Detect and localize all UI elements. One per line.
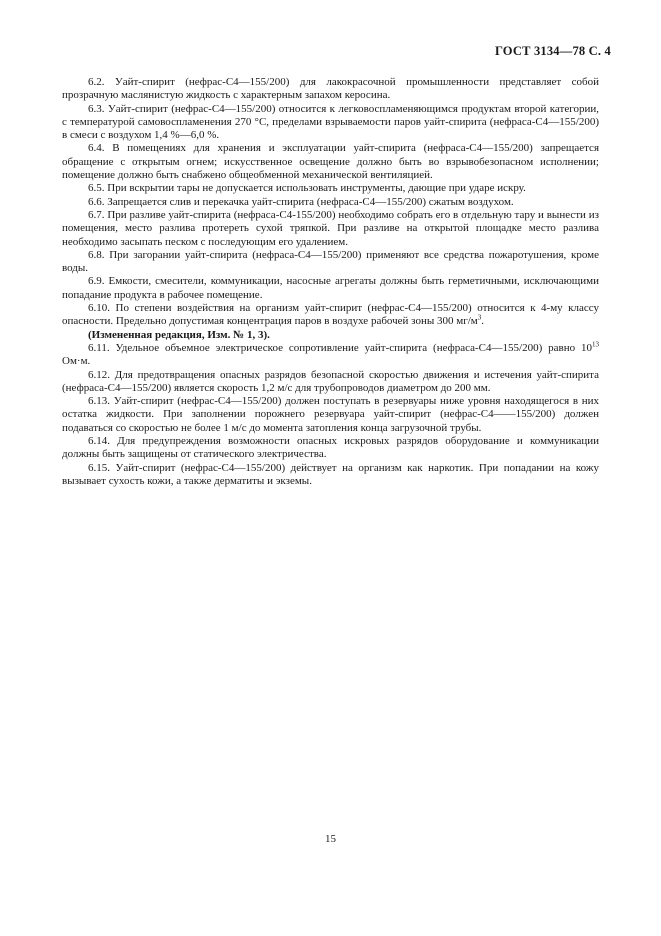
paragraph-6-14: 6.14. Для предупреждения возможности опасных искровых разрядов оборудование и коммуникации должны быть защищены от статического электричества. <box>62 435 599 461</box>
page-header: ГОСТ 3134—78 С. 4 <box>494 44 611 58</box>
page-number: 15 <box>325 833 336 845</box>
paragraph-6-11-text: 6.11. Удельное объемное электрическое сопротивление уайт-спирита (нефраса-С4—155/200) равно 10 <box>88 341 592 354</box>
paragraph-6-11 <box>62 342 599 369</box>
paragraph-6-7: 6.7. При разливе уайт-спирита (нефраса-С4-155/200) необходимо собрать его в отдельную тару и вынести из помещения, место разлива протереть сухой тряпкой. При разливе на открытой площадке место разлива необходимо засыпать песком с последующим его удалением. <box>62 208 599 248</box>
paragraph-6-12: 6.12. Для предотвращения опасных разрядов безопасной скоростью движения и истечения уайт-спирита (нефраса-С4—155/200) является скорость 1,2 м/с для трубопроводов диаметром до 200 мм. <box>62 368 599 394</box>
paragraph-6-10-end: . <box>481 315 484 328</box>
paragraph-6-5: 6.5. При вскрытии тары не допускается использовать инструменты, дающие при ударе искру. <box>88 182 526 195</box>
paragraph-6-2: 6.2. Уайт-спирит (нефрас-С4—155/200) для лакокрасочной промышленности представляет собой прозрачную маслянистую жидкость с характерным запахом керосина. <box>62 76 599 102</box>
paragraph-6-10-superscript: 3 <box>477 313 482 322</box>
paragraph-6-10 <box>62 302 599 329</box>
paragraph-6-9: 6.9. Емкости, смесители, коммуникации, насосные агрегаты должны быть герметичными, исключающими попадание продукта в рабочее помещение. <box>62 275 599 301</box>
paragraph-6-10-text: 6.10. По степени воздействия на организм уайт-спирит (нефрас-С4—155/200) относится к 4-му классу опасности. Предельно допустимая концентрация паров в воздухе рабочей зоны 300 мг/м <box>62 302 599 328</box>
paragraph-6-11-end: Ом·м. <box>62 355 91 368</box>
paragraph-6-3: 6.3. Уайт-спирит (нефрас-С4—155/200) относится к легковоспламеняющимся продуктам второй категории, с температурой самовоспламенения 270 °С, пределами взрываемости паров уайт-спирита (нефраса-С4—155/200) в смеси с воздухом 1,4 %—6,0 %. <box>62 102 599 142</box>
paragraph-6-11-superscript: 13 <box>592 340 599 349</box>
paragraph-6-6: 6.6. Запрещается слив и перекачка уайт-спирита (нефраса-С4—155/200) сжатым воздухом. <box>88 195 514 208</box>
document-body <box>62 76 599 488</box>
paragraph-6-4: 6.4. В помещениях для хранения и эксплуатации уайт-спирита (нефраса-С4—155/200) запрещается обращение с открытым огнем; искусственное освещение должно быть во взрывобезопасном исполнении; помещение должно быть снабжено общеобменной механической вентиляцией. <box>62 142 599 182</box>
paragraph-6-8: 6.8. При загорании уайт-спирита (нефраса-С4—155/200) применяют все средства пожаротушения, кроме воды. <box>62 248 599 275</box>
revision-note: (Измененная редакция, Изм. № 1, 3). <box>88 328 270 341</box>
paragraph-6-13: 6.13. Уайт-спирит (нефрас-С4—155/200) должен поступать в резервуары ниже уровня находящегося в них остатка жидкости. При заполнении порожнего резервуара уайт-спирит (нефрас-С4——155/200) должен подаваться со скоростью не более 1 м/с до момента затопления конца загрузочной трубы. <box>62 395 599 434</box>
paragraph-6-15: 6.15. Уайт-спирит (нефрас-С4—155/200) действует на организм как наркотик. При попадании на кожу вызывает сухость кожи, а также дерматиты и экземы. <box>62 461 599 487</box>
